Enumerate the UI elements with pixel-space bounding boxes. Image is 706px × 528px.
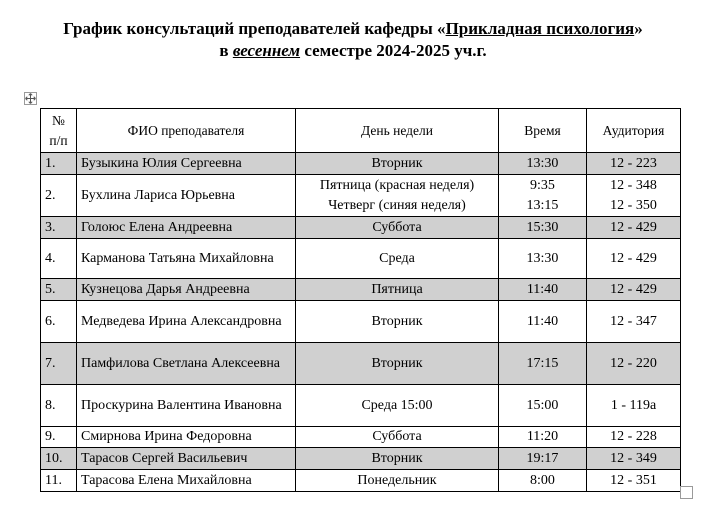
cell-name: Голоюс Елена Андреевна: [77, 217, 296, 239]
cell-room: [587, 279, 681, 301]
cell-time: [499, 239, 587, 279]
cell-day-line: Вторник: [371, 450, 423, 466]
cell-room: [587, 343, 681, 385]
cell-day-line: Среда 15:00: [361, 397, 433, 413]
cell-time-line: 9:35: [530, 177, 555, 193]
cell-day: [296, 427, 499, 448]
cell-number: 2.: [41, 175, 77, 217]
cell-name: Карманова Татьяна Михайловна: [77, 239, 296, 279]
table-row: [41, 385, 681, 427]
cell-day: [296, 301, 499, 343]
title-line-1: [0, 18, 706, 40]
cell-number: 10.: [41, 448, 77, 470]
cell-day-line: Среда: [379, 250, 415, 266]
cell-time: [499, 217, 587, 239]
cell-time-line: 17:15: [526, 355, 559, 371]
cell-room: [587, 239, 681, 279]
cell-room-line: 12 - 349: [610, 450, 657, 466]
cell-name: Бузыкина Юлия Сергеевна: [77, 153, 296, 175]
cell-room-line: 12 - 228: [610, 429, 657, 444]
cell-room: [587, 217, 681, 239]
cell-room-line: 12 - 223: [610, 155, 657, 171]
cell-room-line: 12 - 429: [610, 219, 657, 235]
cell-name: Тарасова Елена Михайловна: [77, 470, 296, 492]
cell-day-line: Суббота: [372, 429, 422, 444]
cell-room: [587, 301, 681, 343]
cell-time: [499, 385, 587, 427]
cell-number: 9.: [41, 427, 77, 448]
cell-day-line: Пятница (красная неделя): [319, 177, 475, 193]
cell-room-line: 12 - 347: [610, 313, 657, 329]
header-room: Аудитория: [587, 109, 681, 153]
table-row: [41, 175, 681, 217]
consultation-table: [40, 108, 681, 492]
table-row: [41, 301, 681, 343]
cell-time: [499, 153, 587, 175]
header-day: День недели: [296, 109, 499, 153]
title-department-name: Прикладная психология: [445, 19, 635, 38]
cell-number: 6.: [41, 301, 77, 343]
title-semester-word: весеннем: [232, 41, 301, 60]
cell-number: 4.: [41, 239, 77, 279]
cell-time-line: 11:40: [526, 281, 559, 297]
table-row: [41, 239, 681, 279]
title-line-2: [0, 40, 706, 62]
cell-time-line: 13:30: [526, 155, 559, 171]
cell-name: Кузнецова Дарья Андреевна: [77, 279, 296, 301]
cell-day: [296, 343, 499, 385]
table-row: [41, 279, 681, 301]
cell-day-line: Суббота: [372, 219, 422, 235]
cell-time-line: 15:30: [526, 219, 559, 235]
cell-name: Тарасов Сергей Васильевич: [77, 448, 296, 470]
table-row: [41, 448, 681, 470]
cell-room-line: 12 - 429: [610, 281, 657, 297]
table-row: [41, 470, 681, 492]
cell-time: [499, 175, 587, 217]
table-header-row: [41, 109, 681, 153]
cell-room-line: 12 - 220: [610, 355, 657, 371]
cell-name: Смирнова Ирина Федоровна: [77, 427, 296, 448]
cell-room: [587, 385, 681, 427]
cell-room: [587, 175, 681, 217]
cell-room-line: 1 - 119а: [610, 397, 657, 413]
cell-name: Памфилова Светлана Алексеевна: [77, 343, 296, 385]
cell-name: Проскурина Валентина Ивановна: [77, 385, 296, 427]
cell-room-line: 12 - 351: [610, 472, 657, 488]
title-suffix: »: [634, 19, 643, 38]
cell-time-line: 11:20: [526, 429, 559, 444]
cell-day: [296, 153, 499, 175]
cell-day-line: Четверг (синяя неделя): [328, 197, 466, 213]
cell-number: 8.: [41, 385, 77, 427]
cell-time: [499, 448, 587, 470]
cell-room: [587, 153, 681, 175]
cell-time: [499, 301, 587, 343]
cell-day: [296, 175, 499, 217]
cell-time: [499, 427, 587, 448]
cell-number: 1.: [41, 153, 77, 175]
cell-day: [296, 239, 499, 279]
title-line2-suffix: семестре 2024-2025 уч.г.: [300, 41, 487, 60]
table-row: [41, 153, 681, 175]
cell-number: 3.: [41, 217, 77, 239]
document-title: [0, 18, 706, 62]
cell-room: [587, 427, 681, 448]
cell-time-line: 13:15: [526, 197, 559, 213]
header-name: ФИО преподавателя: [77, 109, 296, 153]
cell-day: [296, 470, 499, 492]
cell-day: [296, 448, 499, 470]
cell-number: 5.: [41, 279, 77, 301]
cell-name: Медведева Ирина Александровна: [77, 301, 296, 343]
cell-time-line: 15:00: [526, 397, 559, 413]
cell-time-line: 19:17: [526, 450, 559, 466]
cell-day: [296, 385, 499, 427]
cell-number: 7.: [41, 343, 77, 385]
header-time: Время: [499, 109, 587, 153]
table-row: [41, 217, 681, 239]
cell-number: 11.: [41, 470, 77, 492]
header-number: № п/п: [41, 109, 77, 153]
cell-room-line: 12 - 429: [610, 250, 657, 266]
cell-time: [499, 470, 587, 492]
cell-day: [296, 279, 499, 301]
cell-time-line: 13:30: [526, 250, 559, 266]
cell-room: [587, 470, 681, 492]
cell-time-line: 8:00: [530, 472, 555, 488]
cell-time: [499, 279, 587, 301]
table-row: [41, 343, 681, 385]
four-arrows-move-icon[interactable]: [24, 92, 37, 105]
title-line2-prefix: в: [219, 41, 233, 60]
cell-name: Бухлина Лариса Юрьевна: [77, 175, 296, 217]
cell-room: [587, 448, 681, 470]
cell-day-line: Вторник: [371, 313, 423, 329]
cell-day-line: Вторник: [371, 155, 423, 171]
cell-day: [296, 217, 499, 239]
cell-room-line: 12 - 348: [610, 177, 657, 193]
cell-time-line: 11:40: [526, 313, 559, 329]
cell-room-line: 12 - 350: [610, 197, 657, 213]
cell-day-line: Вторник: [371, 355, 423, 371]
cell-day-line: Понедельник: [357, 472, 437, 488]
cell-day-line: Пятница: [371, 281, 423, 297]
title-prefix: График консультаций преподавателей кафедры «: [63, 19, 446, 38]
cell-time: [499, 343, 587, 385]
resize-square-icon[interactable]: [680, 486, 693, 499]
table-row: [41, 427, 681, 448]
